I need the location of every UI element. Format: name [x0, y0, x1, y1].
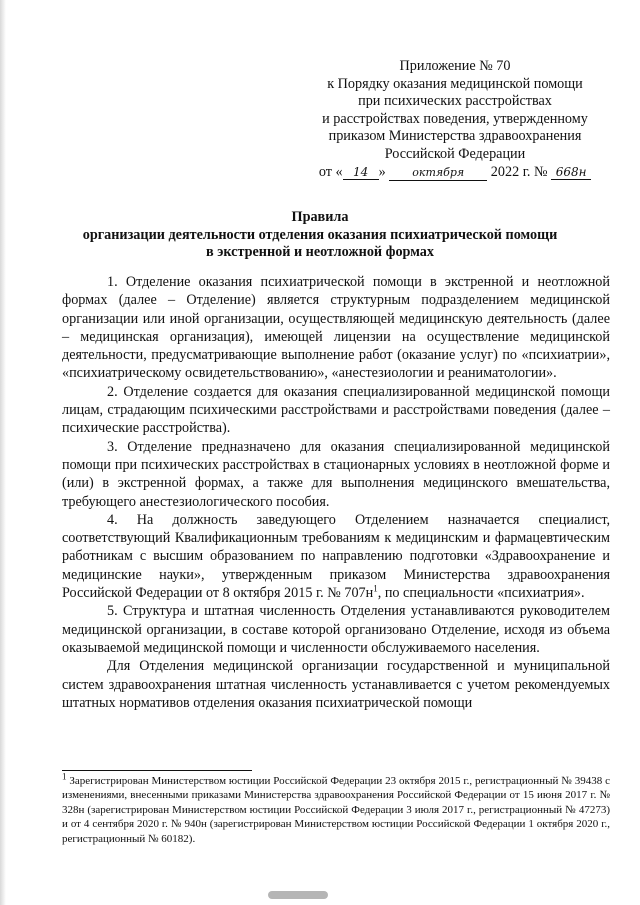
handwritten-order-number: 668н [551, 165, 591, 180]
paragraph-4 [62, 511, 610, 602]
footnote [62, 771, 610, 846]
appendix-line: Приложение № 70 [399, 58, 511, 74]
appendix-line: к Порядку оказания медицинской помощи [327, 75, 583, 92]
scan-edge [0, 0, 6, 905]
date-mid: » [378, 163, 386, 180]
order-date-line [300, 164, 610, 182]
year-text: 2022 г. № [490, 163, 548, 180]
paragraph-4-text: 4. На должность заведующего Отделением назначается специалист, соответствующий Квалификационным требованиям к медицинским и фармацевтическим работникам с высшим образованием по направлению подготовки «Здравоохранение и медицинские науки», утвержденным приказом Министерства здравоохранения Российской Федерации от 8 октября 2015 г. № 707н [62, 511, 610, 602]
appendix-line: при психических расстройствах [358, 93, 552, 110]
paragraph-6: Для Отделения медицинской организации государственной и муниципальной систем здравоохранения штатная численность устанавливается с учетом рекомендуемых штатных нормативов отделения оказания психиатрической помощи [62, 658, 610, 711]
appendix-block [300, 58, 610, 181]
paragraph-4-end: , по специальности «психиатрия». [377, 585, 585, 602]
paragraph-5: 5. Структура и штатная численность Отделения устанавливаются руководителем медицинской организации, в составе которой организовано Отделение, исходя из объема оказываемой медицинской помощи и численности обслуживаемого населения. [62, 603, 610, 656]
footnote-ref: 1 [373, 583, 378, 594]
scan-smudge [268, 891, 328, 899]
date-prefix: от « [318, 163, 343, 180]
title-line: организации деятельности отделения оказания психиатрической помощи [82, 226, 558, 243]
footnote-divider [62, 770, 252, 771]
appendix-line: и расстройствах поведения, утвержденному [322, 110, 588, 127]
footnote-mark: 1 [62, 771, 67, 782]
paragraph-1: 1. Отделение оказания психиатрической помощи в экстренной и неотложной формах (далее – Отделение) является структурным подразделением медицинской организации или иной организации, осуществляющей медицинскую деятельность (далее – медицинская организация), имеющей лицензии на осуществление медицинской деятельности, предусматривающие выполнение работ (оказание услуг) по «психиатрии», «психиатрическому освидетельствованию», «анестезиологии и реаниматологии». [62, 274, 610, 382]
title-word: Правила [291, 209, 349, 225]
document-title [40, 209, 600, 262]
appendix-line: приказом Министерства здравоохранения [328, 128, 582, 145]
footnote-text: Зарегистрирован Министерством юстиции Российской Федерации 23 октября 2015 г., регистрационный № 39438 с изменениями, внесенными приказами Министерства здравоохранения Российской Федерации от 15 июня 2017 г. № 328н (зарегистрирован Министерством юстиции Российской Федерации 3 июля 2017 г., регистрационный № 47273) и от 4 сентября 2020 г. № 940н (зарегистрирован Министерством юстиции Российской Федерации 1 октября 2020 г., регистрационный № 60182). [62, 775, 610, 845]
appendix-line: Российской Федерации [384, 145, 526, 162]
title-line: в экстренной и неотложной формах [206, 244, 434, 260]
paragraph-2: 2. Отделение создается для оказания специализированной медицинской помощи лицам, страдающим психическими расстройствами и расстройствами поведения (далее – психические расстройства). [62, 383, 610, 437]
handwritten-day: 14 [343, 165, 379, 180]
paragraph-3: 3. Отделение предназначено для оказания специализированной медицинской помощи при психических расстройствах в стационарных условиях в неотложной форме и (или) в экстренной формах, а также для выполнения медицинского вмешательства, требующего анестезиологического пособия. [62, 438, 610, 510]
document-body [62, 273, 610, 712]
handwritten-month: октября [389, 166, 487, 181]
